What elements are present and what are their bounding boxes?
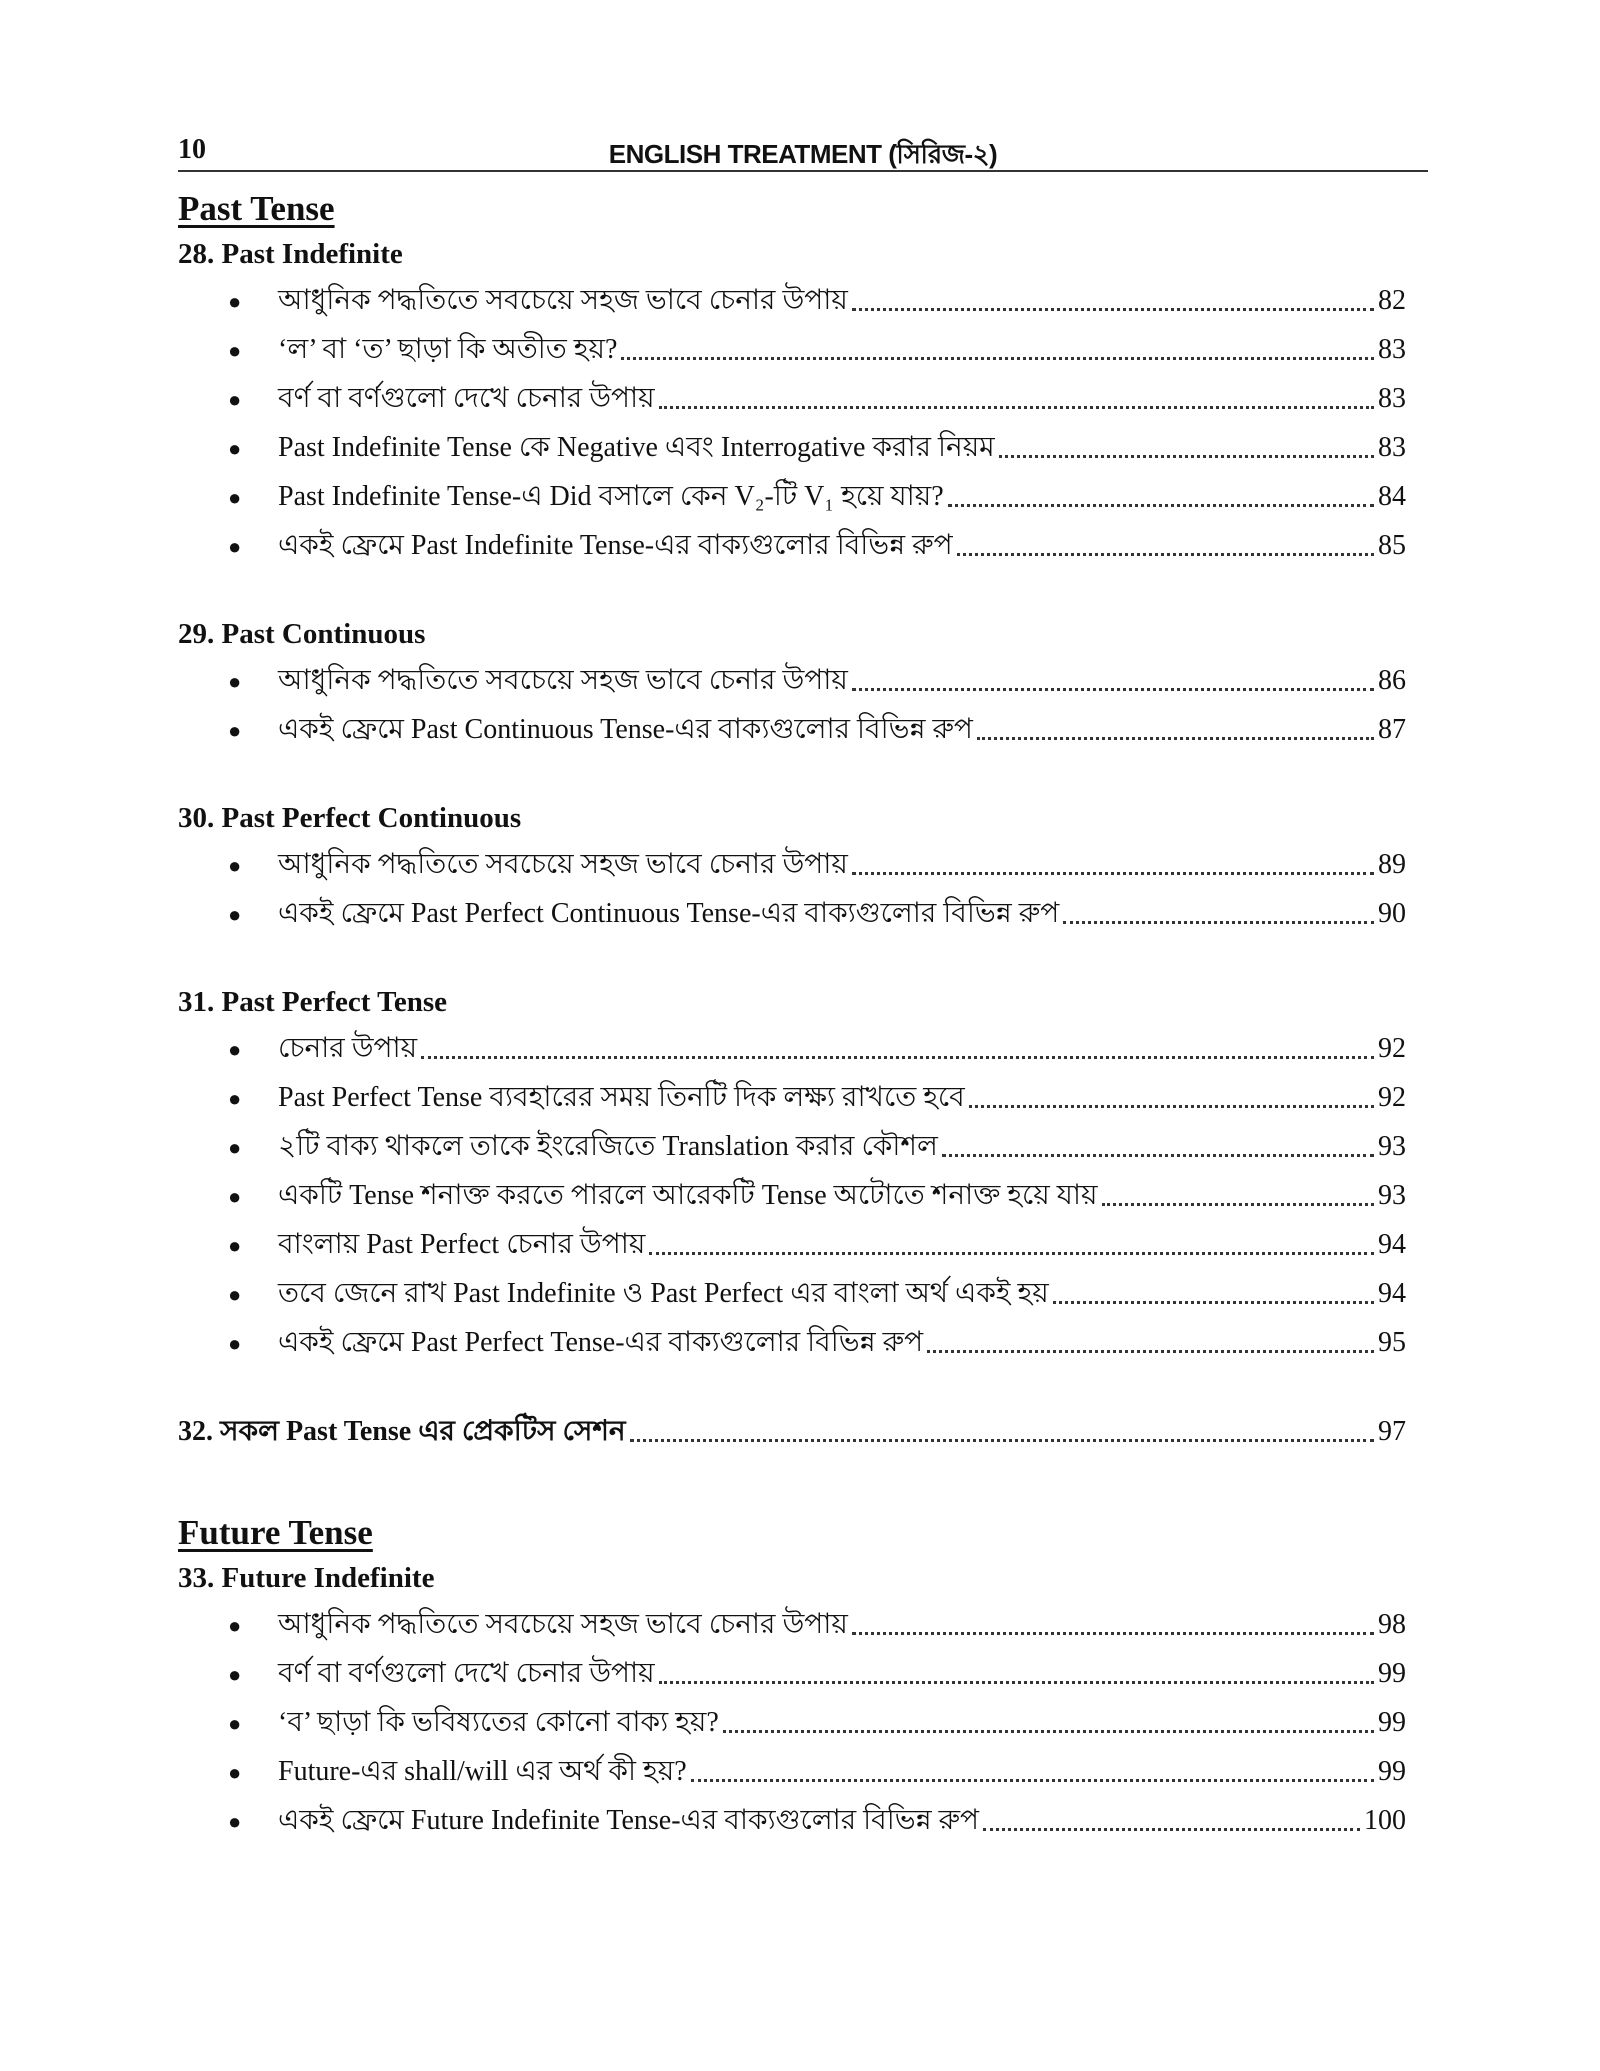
bullet-dot-icon: ● <box>228 1809 242 1834</box>
toc-entry[interactable] <box>178 889 1428 938</box>
dot-leader <box>421 1024 1374 1073</box>
dot-leader <box>659 374 1374 423</box>
spacer <box>178 1367 1428 1407</box>
dot-leader <box>852 276 1374 325</box>
section-title: 28. Past Indefinite <box>178 238 403 270</box>
toc-entry[interactable] <box>178 1073 1428 1122</box>
dot-leader <box>927 1318 1374 1367</box>
spacer <box>178 938 1428 980</box>
dot-leader <box>852 840 1374 889</box>
bullet-dot-icon: ● <box>228 436 242 461</box>
toc-entry[interactable] <box>178 1122 1428 1171</box>
entry-page: 87 <box>1378 714 1406 745</box>
toc-entry[interactable] <box>178 521 1428 570</box>
entry-page: 93 <box>1378 1180 1406 1211</box>
toc-entry-practice-session[interactable] <box>178 1407 1428 1456</box>
running-title: ENGLISH TREATMENT (সিরিজ-২) <box>608 139 998 169</box>
dot-leader <box>659 1649 1374 1698</box>
toc-entry[interactable] <box>178 472 1428 521</box>
toc-entry[interactable] <box>178 325 1428 374</box>
entry-page: 86 <box>1378 665 1406 696</box>
dot-leader <box>723 1698 1374 1747</box>
entry-page: 94 <box>1378 1229 1406 1260</box>
toc-entry[interactable] <box>178 276 1428 325</box>
dot-leader <box>969 1073 1374 1122</box>
toc-entry[interactable] <box>178 705 1428 754</box>
entry-page: 100 <box>1364 1805 1406 1836</box>
toc-entry[interactable] <box>178 1796 1428 1845</box>
toc-entry[interactable] <box>178 1024 1428 1073</box>
spacer <box>178 1456 1428 1496</box>
entry-text: একই ফ্রেমে Future Indefinite Tense-এর বাক্যগুলোর বিভিন্ন রুপ <box>278 1805 980 1836</box>
toc-entry[interactable] <box>178 1318 1428 1367</box>
entry-page: 98 <box>1378 1609 1406 1640</box>
page-number: 10 <box>178 134 206 165</box>
entry-text: Past Perfect Tense ব্যবহারের সময় তিনটি দিক লক্ষ্য রাখতে হবে <box>278 1082 965 1113</box>
spacer <box>178 754 1428 796</box>
entry-text: তবে জেনে রাখ Past Indefinite ও Past Perfect এর বাংলা অর্থ একই হয় <box>278 1278 1049 1309</box>
bullet-dot-icon: ● <box>228 1331 242 1356</box>
dot-leader <box>977 705 1374 754</box>
toc-entry[interactable] <box>178 1747 1428 1796</box>
toc-entry[interactable] <box>178 1269 1428 1318</box>
bullet-dot-icon: ● <box>228 669 242 694</box>
dot-leader <box>691 1747 1374 1796</box>
bullet-dot-icon: ● <box>228 853 242 878</box>
entry-page: 85 <box>1378 530 1406 561</box>
entry-page: 83 <box>1378 432 1406 463</box>
dot-leader <box>983 1796 1360 1845</box>
entry-list <box>178 1600 1428 1845</box>
entry-page: 82 <box>1378 285 1406 316</box>
entry-text: ‘ল’ বা ‘ত’ ছাড়া কি অতীত হয়? <box>278 334 618 365</box>
bullet-dot-icon: ● <box>228 485 242 510</box>
entry-page: 90 <box>1378 898 1406 929</box>
bullet-dot-icon: ● <box>228 1760 242 1785</box>
toc-entry[interactable] <box>178 656 1428 705</box>
entry-text: একই ফ্রেমে Past Indefinite Tense-এর বাক্যগুলোর বিভিন্ন রুপ <box>278 530 953 561</box>
bullet-dot-icon: ● <box>228 534 242 559</box>
part-title-past-tense: Past Tense <box>178 189 335 228</box>
entry-page: 99 <box>1378 1756 1406 1787</box>
entry-page: 99 <box>1378 1658 1406 1689</box>
toc-entry[interactable] <box>178 423 1428 472</box>
entry-page: 99 <box>1378 1707 1406 1738</box>
entry-text: আধুনিক পদ্ধতিতে সবচেয়ে সহজ ভাবে চেনার উপায় <box>278 849 848 880</box>
bullet-dot-icon: ● <box>228 1282 242 1307</box>
entry-text: ২টি বাক্য থাকলে তাকে ইংরেজিতে Translation করার কৌশল <box>278 1131 938 1162</box>
spacer <box>178 570 1428 612</box>
entry-page: 89 <box>1378 849 1406 880</box>
entry-page: 92 <box>1378 1033 1406 1064</box>
dot-leader <box>948 472 1374 521</box>
toc-entry[interactable] <box>178 840 1428 889</box>
entry-text: বর্ণ বা বর্ণগুলো দেখে চেনার উপায় <box>278 1658 655 1689</box>
toc-entry[interactable] <box>178 1220 1428 1269</box>
dot-leader <box>852 656 1374 705</box>
dot-leader <box>1053 1269 1374 1318</box>
entry-list <box>178 276 1428 570</box>
bullet-dot-icon: ● <box>228 1662 242 1687</box>
entry-page: 84 <box>1378 481 1406 512</box>
toc-entry[interactable] <box>178 1171 1428 1220</box>
dot-leader <box>1102 1171 1374 1220</box>
section-title: 33. Future Indefinite <box>178 1562 435 1594</box>
toc-entry[interactable] <box>178 1698 1428 1747</box>
part-title-future-tense: Future Tense <box>178 1513 373 1552</box>
bullet-dot-icon: ● <box>228 1135 242 1160</box>
bullet-dot-icon: ● <box>228 1233 242 1258</box>
dot-leader <box>630 1407 1374 1456</box>
bullet-dot-icon: ● <box>228 289 242 314</box>
section-title: 31. Past Perfect Tense <box>178 986 447 1018</box>
bullet-dot-icon: ● <box>228 718 242 743</box>
entry-text: আধুনিক পদ্ধতিতে সবচেয়ে সহজ ভাবে চেনার উপায় <box>278 1609 848 1640</box>
entry-page: 92 <box>1378 1082 1406 1113</box>
page-header <box>178 130 1428 172</box>
bullet-dot-icon: ● <box>228 1711 242 1736</box>
entry-page: 94 <box>1378 1278 1406 1309</box>
entry-text: একই ফ্রেমে Past Perfect Continuous Tense-এর বাক্যগুলোর বিভিন্ন রুপ <box>278 898 1060 929</box>
bullet-dot-icon: ● <box>228 338 242 363</box>
dot-leader <box>852 1600 1374 1649</box>
entry-text: একটি Tense শনাক্ত করতে পারলে আরেকটি Tense অটোতে শনাক্ত হয়ে যায় <box>278 1180 1098 1211</box>
entry-text: চেনার উপায় <box>278 1033 418 1064</box>
entry-text: বাংলায় Past Perfect চেনার উপায় <box>278 1229 646 1260</box>
bullet-dot-icon: ● <box>228 1613 242 1638</box>
entry-text: আধুনিক পদ্ধতিতে সবচেয়ে সহজ ভাবে চেনার উপায় <box>278 665 848 696</box>
bullet-dot-icon: ● <box>228 1086 242 1111</box>
entry-text: Past Indefinite Tense-এ Did বসালে কেন V₂-টি V₁ হয়ে যায়? <box>278 481 944 512</box>
entry-text: আধুনিক পদ্ধতিতে সবচেয়ে সহজ ভাবে চেনার উপায় <box>278 285 848 316</box>
dot-leader <box>999 423 1374 472</box>
dot-leader <box>957 521 1374 570</box>
dot-leader <box>621 325 1374 374</box>
entry-text: Future-এর shall/will এর অর্থ কী হয়? <box>278 1756 687 1787</box>
dot-leader <box>942 1122 1374 1171</box>
entry-page: 93 <box>1378 1131 1406 1162</box>
toc-entry[interactable] <box>178 1649 1428 1698</box>
entry-page: 97 <box>1378 1416 1406 1447</box>
entry-text: বর্ণ বা বর্ণগুলো দেখে চেনার উপায় <box>278 383 655 414</box>
entry-text: 32. সকল Past Tense এর প্রেকটিস সেশন <box>178 1416 626 1447</box>
dot-leader <box>649 1220 1374 1269</box>
section-title: 29. Past Continuous <box>178 618 426 650</box>
toc-page <box>178 130 1428 1845</box>
entry-text: একই ফ্রেমে Past Continuous Tense-এর বাক্যগুলোর বিভিন্ন রুপ <box>278 714 973 745</box>
entry-text: ‘ব’ ছাড়া কি ভবিষ্যতের কোনো বাক্য হয়? <box>278 1707 719 1738</box>
bullet-dot-icon: ● <box>228 387 242 412</box>
bullet-dot-icon: ● <box>228 1184 242 1209</box>
dot-leader <box>1063 889 1374 938</box>
entry-page: 83 <box>1378 383 1406 414</box>
bullet-dot-icon: ● <box>228 1037 242 1062</box>
entry-list <box>178 1024 1428 1367</box>
entry-list <box>178 840 1428 938</box>
entry-text: একই ফ্রেমে Past Perfect Tense-এর বাক্যগুলোর বিভিন্ন রুপ <box>278 1327 924 1358</box>
entry-page: 95 <box>1378 1327 1406 1358</box>
toc-entry[interactable] <box>178 374 1428 423</box>
entry-text: Past Indefinite Tense কে Negative এবং Interrogative করার নিয়ম <box>278 432 995 463</box>
toc-entry[interactable] <box>178 1600 1428 1649</box>
bullet-dot-icon: ● <box>228 902 242 927</box>
entry-list <box>178 656 1428 754</box>
entry-page: 83 <box>1378 334 1406 365</box>
section-title: 30. Past Perfect Continuous <box>178 802 522 834</box>
